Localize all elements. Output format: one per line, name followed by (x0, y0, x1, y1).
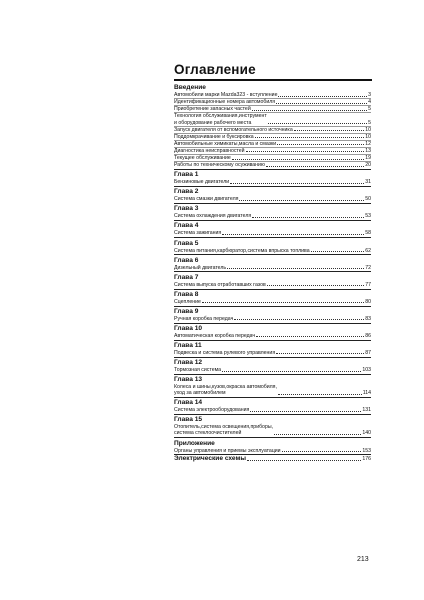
toc-entry[interactable] (174, 162, 371, 168)
toc-entry-page: 131 (362, 407, 371, 414)
dot-leader (222, 234, 364, 235)
toc-section (174, 325, 371, 341)
toc-entry-text: Система электрооборудования (174, 407, 250, 414)
toc-section-title: Глава 1 (174, 171, 199, 179)
toc-entry-page: 58 (365, 230, 371, 237)
dot-leader (232, 159, 364, 160)
toc-entry-text: Система смазки двигателя (174, 196, 239, 203)
toc-entry[interactable] (174, 127, 371, 134)
toc-entry-text: Автомобильные химикаты,масла и смазки (174, 140, 277, 147)
toc-entry-text: Запуск двигателя от вспомогательного источника (174, 126, 293, 133)
toc-entry-page: 20 (365, 162, 371, 169)
toc-section (174, 188, 371, 204)
dot-leader (255, 137, 365, 138)
dot-leader (311, 251, 365, 252)
toc-entry-page: 83 (365, 315, 371, 322)
toc-section (174, 342, 371, 358)
toc-section (174, 84, 371, 170)
dot-leader (202, 302, 364, 303)
toc-entry-page: 140 (362, 430, 371, 437)
toc-entry-text: Тормозная система (174, 367, 222, 374)
toc-entry-page: 10 (365, 126, 371, 133)
dot-leader (277, 144, 364, 145)
dot-leader (294, 130, 365, 131)
toc-entry[interactable] (174, 179, 371, 185)
dot-leader (278, 394, 362, 395)
dot-leader (239, 200, 364, 201)
toc-entry-text: Отопитель,система освещения,приборы, система стеклоочистителей (174, 424, 273, 437)
dot-leader (278, 96, 367, 97)
dot-leader (276, 103, 367, 104)
toc-entry-text: Технология обслуживания,инструмент и оборудование рабочего места (174, 113, 267, 126)
toc-entry-page: 50 (365, 196, 371, 203)
toc-entry-page: 4 (368, 99, 371, 106)
toc-entry-page: 87 (365, 349, 371, 356)
dot-leader (266, 166, 364, 167)
toc-entry-page: 10 (365, 133, 371, 140)
toc-entry-page: 72 (365, 264, 371, 271)
page-number: 213 (357, 556, 369, 563)
dot-leader (246, 151, 365, 152)
toc-entry[interactable] (174, 155, 371, 162)
toc-section (174, 308, 371, 324)
toc-entry-text: Сцепление (174, 298, 201, 305)
toc-entry-page: 31 (365, 179, 371, 186)
toc-entry-text: Автоматическая коробка передач (174, 332, 256, 339)
toc-entry-page: 153 (362, 447, 371, 454)
toc-entry-page: 103 (362, 367, 371, 374)
toc-entry[interactable] (174, 456, 371, 462)
dot-leader (256, 336, 364, 337)
toc-entry[interactable] (174, 299, 371, 305)
toc-entry-page: 86 (365, 332, 371, 339)
toc-section-title: Глава 12 (174, 359, 203, 367)
toc-entry[interactable] (174, 265, 371, 271)
toc-section-title: Глава 9 (174, 307, 199, 315)
toc-section (174, 291, 371, 307)
toc-entry[interactable] (174, 213, 371, 219)
toc-entry-page: 19 (365, 155, 371, 162)
dot-leader (276, 353, 364, 354)
toc-section (174, 416, 371, 438)
toc-section-title: Введение (174, 84, 206, 92)
toc-section-title: Глава 6 (174, 256, 199, 264)
toc-section-title: Глава 7 (174, 273, 199, 281)
toc-section (174, 440, 371, 456)
dot-leader (252, 110, 367, 111)
toc-entry[interactable] (174, 148, 371, 155)
toc-entry[interactable] (174, 367, 371, 373)
toc-entry[interactable] (174, 384, 371, 396)
toc-entry-page: 12 (365, 140, 371, 147)
toc-entry-page: 114 (362, 390, 371, 397)
toc-entry[interactable] (174, 407, 371, 413)
dot-leader (268, 123, 367, 124)
toc-entry-text: Текущее обслуживание (174, 155, 231, 162)
toc-entry-text: Ручная коробка передач (174, 315, 234, 322)
toc-section (174, 456, 371, 463)
toc-section (174, 257, 371, 273)
dot-leader (250, 411, 361, 412)
toc-entry-text: Система выпуска отработавших газов (174, 281, 266, 288)
toc-section (174, 222, 371, 238)
toc-section-title: Глава 3 (174, 205, 199, 213)
toc-section-title: Приложение (174, 439, 215, 447)
toc-entry-text: Система охлаждения двигателя (174, 213, 252, 220)
dot-leader (267, 285, 364, 286)
toc-entry-page: 53 (365, 213, 371, 220)
toc-section-title: Глава 13 (174, 376, 203, 384)
dot-leader (230, 183, 364, 184)
toc-section-title: Глава 2 (174, 188, 199, 196)
toc-entry-text: Органы управления и приемы эксплуатации (174, 447, 281, 454)
toc-entry-text: Идентификационные номера автомобиля (174, 99, 276, 106)
toc-entry-page: 77 (365, 281, 371, 288)
toc-section-title: Глава 8 (174, 290, 199, 298)
toc-entry[interactable] (174, 230, 371, 236)
toc-section-title: Глава 5 (174, 239, 199, 247)
toc-entry-text: Система питания,карбюратор,система впрыска топлива (174, 247, 310, 254)
page-title: Оглавление (174, 62, 256, 77)
toc-entry[interactable] (174, 316, 371, 322)
toc-entry[interactable] (174, 92, 371, 99)
toc-entry[interactable] (174, 424, 371, 436)
toc-entry-text: Колеса и шины,кузов,окраска автомобиля, уход за автомобилем (174, 384, 277, 397)
toc-entry-text: Система зажигания (174, 230, 222, 237)
toc-entry-text: Работы по техническому осуживанию (174, 162, 265, 169)
toc-section (174, 240, 371, 256)
toc-section (174, 274, 371, 290)
toc-section (174, 205, 371, 221)
dot-leader (282, 451, 362, 452)
dot-leader (247, 460, 361, 461)
table-of-contents (174, 83, 371, 464)
toc-entry[interactable] (174, 248, 371, 254)
toc-section-title: Глава 15 (174, 416, 203, 424)
toc-section (174, 399, 371, 415)
toc-entry[interactable] (174, 196, 371, 202)
toc-entry-page: 13 (365, 147, 371, 154)
toc-section (174, 171, 371, 187)
toc-entry-page: 3 (368, 92, 371, 99)
toc-entry-text: Подвеска и система рулевого управления (174, 349, 276, 356)
toc-section-title: Электрические схемы (174, 455, 247, 463)
dot-leader (234, 319, 364, 320)
toc-entry[interactable] (174, 448, 371, 454)
toc-entry-page: 176 (362, 456, 371, 463)
toc-entry-page: 5 (368, 106, 371, 113)
toc-section-title: Глава 10 (174, 324, 203, 332)
toc-entry-text: Бензиновые двигатели (174, 179, 230, 186)
dot-leader (252, 217, 364, 218)
dot-leader (227, 268, 364, 269)
dot-leader (222, 371, 361, 372)
title-underline (174, 79, 372, 81)
toc-entry[interactable] (174, 333, 371, 339)
toc-entry-text: Дизельный двигатель (174, 264, 227, 271)
toc-entry-text: Автомобили марки Mazda323 - вступление (174, 92, 278, 99)
dot-leader (274, 434, 361, 435)
toc-entry-page: 62 (365, 247, 371, 254)
toc-entry[interactable] (174, 350, 371, 356)
toc-entry[interactable] (174, 134, 371, 141)
toc-section-title: Глава 14 (174, 399, 203, 407)
toc-section-title: Глава 4 (174, 222, 199, 230)
toc-entry-page: 80 (365, 298, 371, 305)
toc-entry-text: Диагностика неисправностей (174, 147, 245, 154)
toc-section (174, 376, 371, 398)
toc-entry-text: Поддомкрачивание и буксировка (174, 133, 254, 140)
toc-section-title: Глава 11 (174, 341, 202, 349)
toc-section (174, 359, 371, 375)
toc-entry-page: 5 (368, 119, 371, 126)
toc-entry[interactable] (174, 106, 371, 113)
toc-entry[interactable] (174, 113, 371, 126)
toc-entry[interactable] (174, 282, 371, 288)
toc-entry[interactable] (174, 141, 371, 148)
toc-entry-text: Приобретение запасных частей (174, 106, 251, 113)
